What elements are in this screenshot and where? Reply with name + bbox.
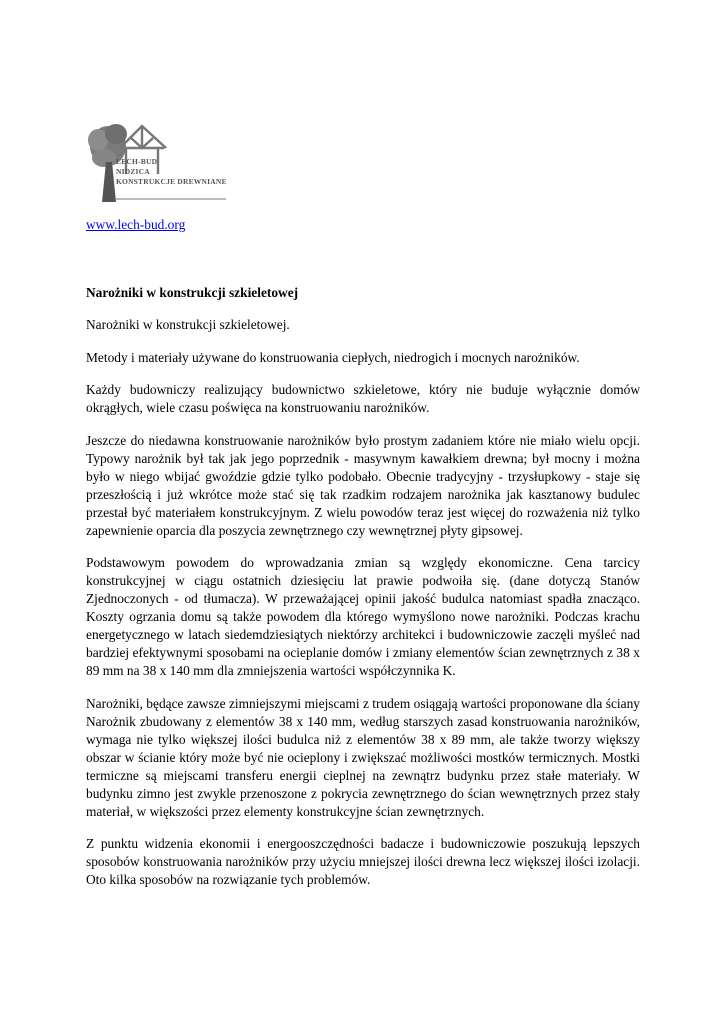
document-body	[86, 316, 640, 904]
paragraph: Metody i materiały używane do konstruowania ciepłych, niedrogich i mocnych narożników.	[86, 349, 580, 365]
paragraph: Narożniki, będące zawsze zimniejszymi miejscami z trudem osiągają wartości proponowane dla ściany Narożnik zbudowany z elementów 38 x 140 mm, według starszych zasad konstruowania narożników, wymaga nie tylko większej ilości budulca niż z elementów 38 x 89 mm, ale także tworzy większy obszar w ścianie który może być nie ocieplony i zwiększać możliwości mostków termicznych. Mostki termiczne są miejscami transferu energii cieplnej na zewnątrz budynku przez stałe materiały. W budynku zimno jest zwykle przenoszone z pokrycia zewnętrznego do ścian wewnętrznych przez stały materiał, w większości przez elementy konstrukcyjne ścian zewnętrznych.	[86, 695, 640, 819]
company-logo	[86, 118, 246, 202]
document-title: Narożniki w konstrukcji szkieletowej	[86, 285, 299, 300]
logo-text-line3: KONSTRUKCJE DREWNIANE	[116, 177, 227, 186]
logo-text-line2: NIDZICA	[116, 167, 150, 176]
paragraph: Podstawowym powodem do wprowadzania zmian są względy ekonomiczne. Cena tarcicy konstrukcyjnej w ciągu ostatnich dziesięciu lat prawie podwoiła się. (dane dotyczą Stanów Zjednoczonych - od tłumacza). W przeważającej opinii jakość budulca natomiast spadła znacząco. Koszty ogrzania domu są także powodem dla którego wymyślono nowe narożniki. Podczas krachu energetycznego w latach siedemdziesiątych niektórzy architekci i budowniczowie zaczęli myśleć nad bardziej efektywnymi sposobami na ocieplanie domów i zmiany elementów ścian zewnętrznych z 38 x 89 mm na 38 x 140 mm dla zmniejszenia wartości współczynnika K.	[86, 555, 640, 678]
paragraph: Każdy budowniczy realizujący budownictwo szkieletowe, który nie buduje wyłącznie domów okrągłych, wiele czasu poświęca na konstruowaniu narożników.	[86, 382, 640, 415]
paragraph: Narożniki w konstrukcji szkieletowej.	[86, 317, 290, 332]
paragraph: Jeszcze do niedawna konstruowanie narożników było prostym zadaniem które nie miało wielu opcji. Typowy narożnik był tak jak jego poprzednik - masywnym kawałkiem drewna; był mocny i można było w niego wbijać gwoździe gdzie tylko podobało. Obecnie tradycyjny - trzysłupkowy - staje się przeszłością i już wkrótce może stać się tak rzadkim rodzajem narożnika jak kasztanowy budulec przestał być materiałem konstrukcyjnym. Z wielu powodów teraz jest więcej do rozważenia niż tylko zapewnienie oparcia dla poszycia zewnętrznego czy wewnętrznej płyty gipsowej.	[86, 432, 640, 538]
paragraph: Z punktu widzenia ekonomii i energooszczędności badacze i budowniczowie poszukują lepszych sposobów konstruowania narożników przy użyciu mniejszej ilości drewna lecz większej ilości izolacji. Oto kilka sposobów na rozwiązanie tych problemów.	[86, 836, 640, 887]
logo-text-line1: LECH-BUD	[116, 157, 158, 166]
tree-house-icon	[86, 118, 246, 202]
website-link[interactable]: www.lech-bud.org	[86, 217, 186, 232]
